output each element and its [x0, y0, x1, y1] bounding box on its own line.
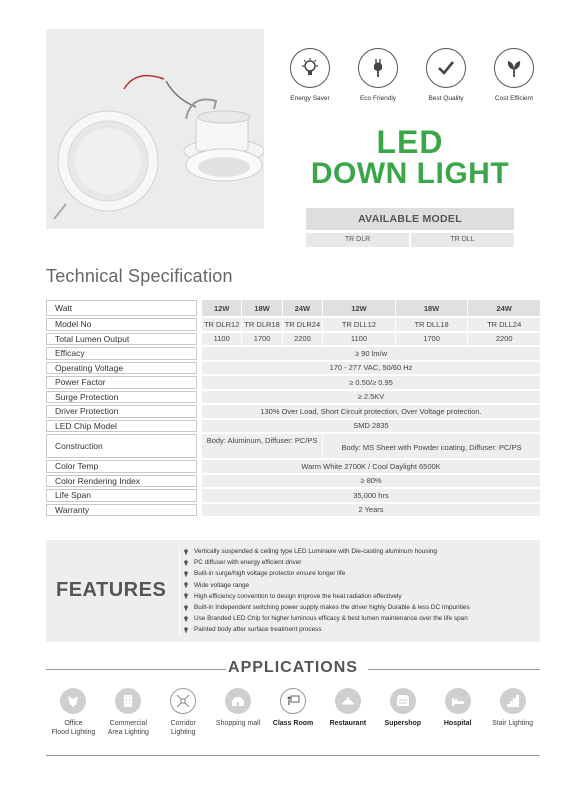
- features-list: [179, 546, 535, 636]
- spec-cell: 2200: [467, 333, 540, 346]
- spec-cell: SMD 2835: [201, 420, 540, 433]
- spec-cell: TR DLL24: [467, 318, 540, 331]
- spec-cell: ≥ 0.50/≥ 0.95: [201, 376, 540, 389]
- check-icon: [434, 56, 458, 80]
- hospital-icon: [450, 693, 466, 709]
- spec-label: Life Span: [46, 489, 197, 502]
- applications-header: [46, 658, 540, 680]
- table-row: [46, 434, 540, 458]
- spec-cell: 18W: [395, 300, 468, 316]
- spec-cell: 35,000 hrs: [201, 489, 540, 502]
- stairs-icon: [505, 693, 521, 709]
- downlight-illustration: [46, 29, 264, 229]
- spec-label: Surge Protection: [46, 391, 197, 404]
- restaurant-icon: [340, 693, 356, 709]
- spec-label: Driver Protection: [46, 405, 197, 418]
- plug-leaf-icon: [502, 56, 526, 80]
- application-hospital: Hospital: [430, 688, 485, 737]
- office-icon: [65, 693, 81, 709]
- applications-list: [46, 688, 540, 737]
- spec-cell: Body: Aluminum, Diffuser: PC/PS: [201, 434, 322, 458]
- spec-label: Warranty: [46, 504, 197, 517]
- bulb-bullet-icon: [184, 560, 188, 566]
- badge-eco-friendly: Eco Friendly: [346, 48, 410, 102]
- spec-cell: 24W: [467, 300, 540, 316]
- applications-heading: APPLICATIONS: [228, 659, 358, 676]
- application-commercial: Commercial Area Lighting: [101, 688, 156, 737]
- list-item: High efficiency convention to design improve the heat radiation effectively: [184, 591, 535, 602]
- spec-cell: 2200: [282, 333, 322, 346]
- feature-badges: [278, 48, 546, 102]
- light-bulb-icon: [298, 56, 322, 80]
- application-corridor: Corridor Lighting: [156, 688, 211, 737]
- spec-cell: 12W: [322, 300, 395, 316]
- classroom-icon: [285, 693, 301, 709]
- spec-label: Color Rendering Index: [46, 475, 197, 488]
- table-row: [46, 376, 540, 389]
- spec-cell: TR DLL18: [395, 318, 468, 331]
- list-item: Wide voltage range: [184, 580, 535, 591]
- spec-cell: 24W: [282, 300, 322, 316]
- features-heading: FEATURES: [56, 579, 167, 601]
- list-item: Built-in surge/high voltage protector ensure longer life: [184, 568, 535, 579]
- spec-cell: 2 Years: [201, 504, 540, 517]
- spec-table: [46, 298, 540, 518]
- product-image: [46, 29, 264, 229]
- spec-label: Efficacy: [46, 347, 197, 360]
- spec-label: Power Factor: [46, 376, 197, 389]
- table-row: [46, 347, 540, 360]
- bulb-bullet-icon: [184, 549, 188, 555]
- title-line-1: LED: [376, 124, 444, 160]
- spec-cell: 170 - 277 VAC, 50/60 Hz: [201, 362, 540, 375]
- badge-best-quality: Best Quality: [414, 48, 478, 102]
- spec-cell: ≥ 80%: [201, 475, 540, 488]
- mall-icon: [230, 693, 246, 709]
- table-row: [46, 405, 540, 418]
- application-stair: Stair Lighting: [485, 688, 540, 737]
- application-supershop: Supershop: [375, 688, 430, 737]
- spec-cell: 1700: [241, 333, 281, 346]
- spec-cell: TR DLL12: [322, 318, 395, 331]
- spec-label: Construction: [46, 434, 197, 458]
- table-row: [46, 420, 540, 433]
- supershop-icon: [395, 693, 411, 709]
- spec-label: LED Chip Model: [46, 420, 197, 433]
- spec-label: Watt: [46, 300, 197, 316]
- features-panel: [46, 540, 540, 642]
- spec-cell: Body: MS Sheet with Powder coating, Diffuser: PC/PS: [322, 434, 540, 458]
- available-models: [306, 208, 514, 247]
- list-item: Use Branded LED Chip for higher luminous efficacy & best lumen maintenance over the life span: [184, 613, 535, 624]
- spec-label: Color Temp: [46, 460, 197, 473]
- list-item: Built-in Independent switching power supply makes the driver highly Durable & less DC Impurities: [184, 602, 535, 613]
- spec-cell: TR DLR24: [282, 318, 322, 331]
- badge-cost-efficient: Cost Efficient: [482, 48, 546, 102]
- list-item: Vertically suspended & ceiling type LED Luminaire with Die-casting aluminum housing: [184, 546, 535, 557]
- application-class-room: Class Room: [266, 688, 321, 737]
- spec-cell: TR DLR18: [241, 318, 281, 331]
- spec-cell: 1100: [322, 333, 395, 346]
- spec-label: Total Lumen Output: [46, 333, 197, 346]
- table-row: [46, 475, 540, 488]
- spec-heading: Technical Specification: [46, 266, 233, 286]
- table-row: [46, 318, 540, 331]
- list-item: Painted body after surface treatment process: [184, 624, 535, 635]
- table-row: [46, 489, 540, 502]
- bulb-bullet-icon: [184, 582, 188, 588]
- spec-label: Operating Voltage: [46, 362, 197, 375]
- available-model-heading: AVAILABLE MODEL: [306, 208, 514, 230]
- building-icon: [120, 693, 136, 709]
- bulb-bullet-icon: [184, 593, 188, 599]
- spec-label: Model No: [46, 318, 197, 331]
- table-row: [46, 333, 540, 346]
- application-office: Office Flood Lighting: [46, 688, 101, 737]
- badge-energy-saver: Energy Saver: [278, 48, 342, 102]
- spec-cell: ≥ 2.5KV: [201, 391, 540, 404]
- spec-cell: 18W: [241, 300, 281, 316]
- table-row: [46, 460, 540, 473]
- model-item: TR DLL: [411, 233, 514, 247]
- bulb-bullet-icon: [184, 627, 188, 633]
- plug-icon: [366, 56, 390, 80]
- table-row: [46, 504, 540, 517]
- spec-cell: 1700: [395, 333, 468, 346]
- footer-divider: [46, 755, 540, 756]
- application-restaurant: Restaurant: [320, 688, 375, 737]
- spec-cell: 1100: [201, 333, 241, 346]
- spec-cell: 130% Over Load, Short Circuit protection, Over Voltage protection.: [201, 405, 540, 418]
- table-row: [46, 300, 540, 316]
- corridor-icon: [175, 693, 191, 709]
- spec-cell: Warm White 2700K / Cool Daylight 6500K: [201, 460, 540, 473]
- table-row: [46, 391, 540, 404]
- bulb-bullet-icon: [184, 616, 188, 622]
- application-shopping-mall: Shopping mall: [211, 688, 266, 737]
- model-item: TR DLR: [306, 233, 409, 247]
- product-title: [306, 126, 514, 190]
- bulb-bullet-icon: [184, 605, 188, 611]
- spec-cell: 12W: [201, 300, 241, 316]
- spec-cell: ≥ 90 lm/w: [201, 347, 540, 360]
- list-item: PC diffuser with energy efficient driver: [184, 557, 535, 568]
- table-row: [46, 362, 540, 375]
- title-line-2: DOWN LIGHT: [310, 157, 510, 190]
- bulb-bullet-icon: [184, 571, 188, 577]
- spec-cell: TR DLR12: [201, 318, 241, 331]
